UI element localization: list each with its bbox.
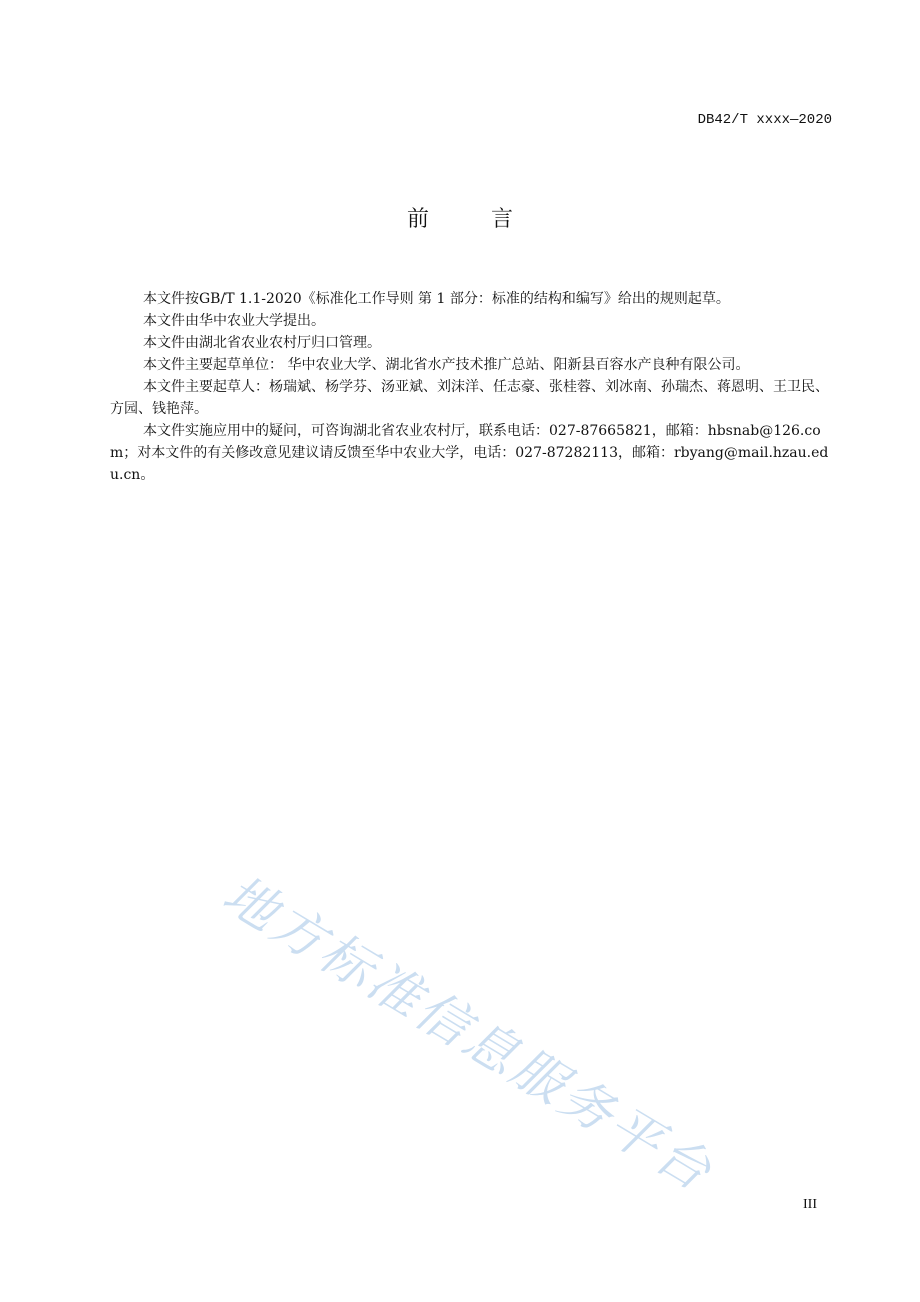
paragraph-contact: 本文件实施应用中的疑问，可咨询湖北省农业农村厅，联系电话：027-87665821，邮箱：hbsnab@126.com；对本文件的有关修改意见建议请反馈至华中农业大学，电话：027-87282113，邮箱：rbyang@mail.hzau.edu.cn。 [110,423,829,483]
page-title: 前言 [406,207,575,232]
paragraph-proposer: 本文件由华中农业大学提出。 [143,313,325,329]
paragraph-drafting-units: 本文件主要起草单位： 华中农业大学、湖北省水产技术推广总站、阳新县百容水产良种有限公司。 [143,357,750,373]
foreword-body [110,288,832,486]
page-number: III [803,1197,817,1212]
paragraph-administration: 本文件由湖北省农业农村厅归口管理。 [143,335,381,351]
document-code: DB42/T xxxx—2020 [697,112,832,128]
watermark-text: 地方标准信息服务平台 [212,864,724,1205]
paragraph-drafters: 本文件主要起草人：杨瑞斌、杨学芬、汤亚斌、刘沫洋、任志豪、张桂蓉、刘冰南、孙瑞杰、蒋恩明、王卫民、方园、钱艳萍。 [110,379,829,417]
paragraph-drafting-rules: 本文件按GB/T 1.1-2020《标准化工作导则 第 1 部分：标准的结构和编写》给出的规则起草。 [143,291,730,307]
